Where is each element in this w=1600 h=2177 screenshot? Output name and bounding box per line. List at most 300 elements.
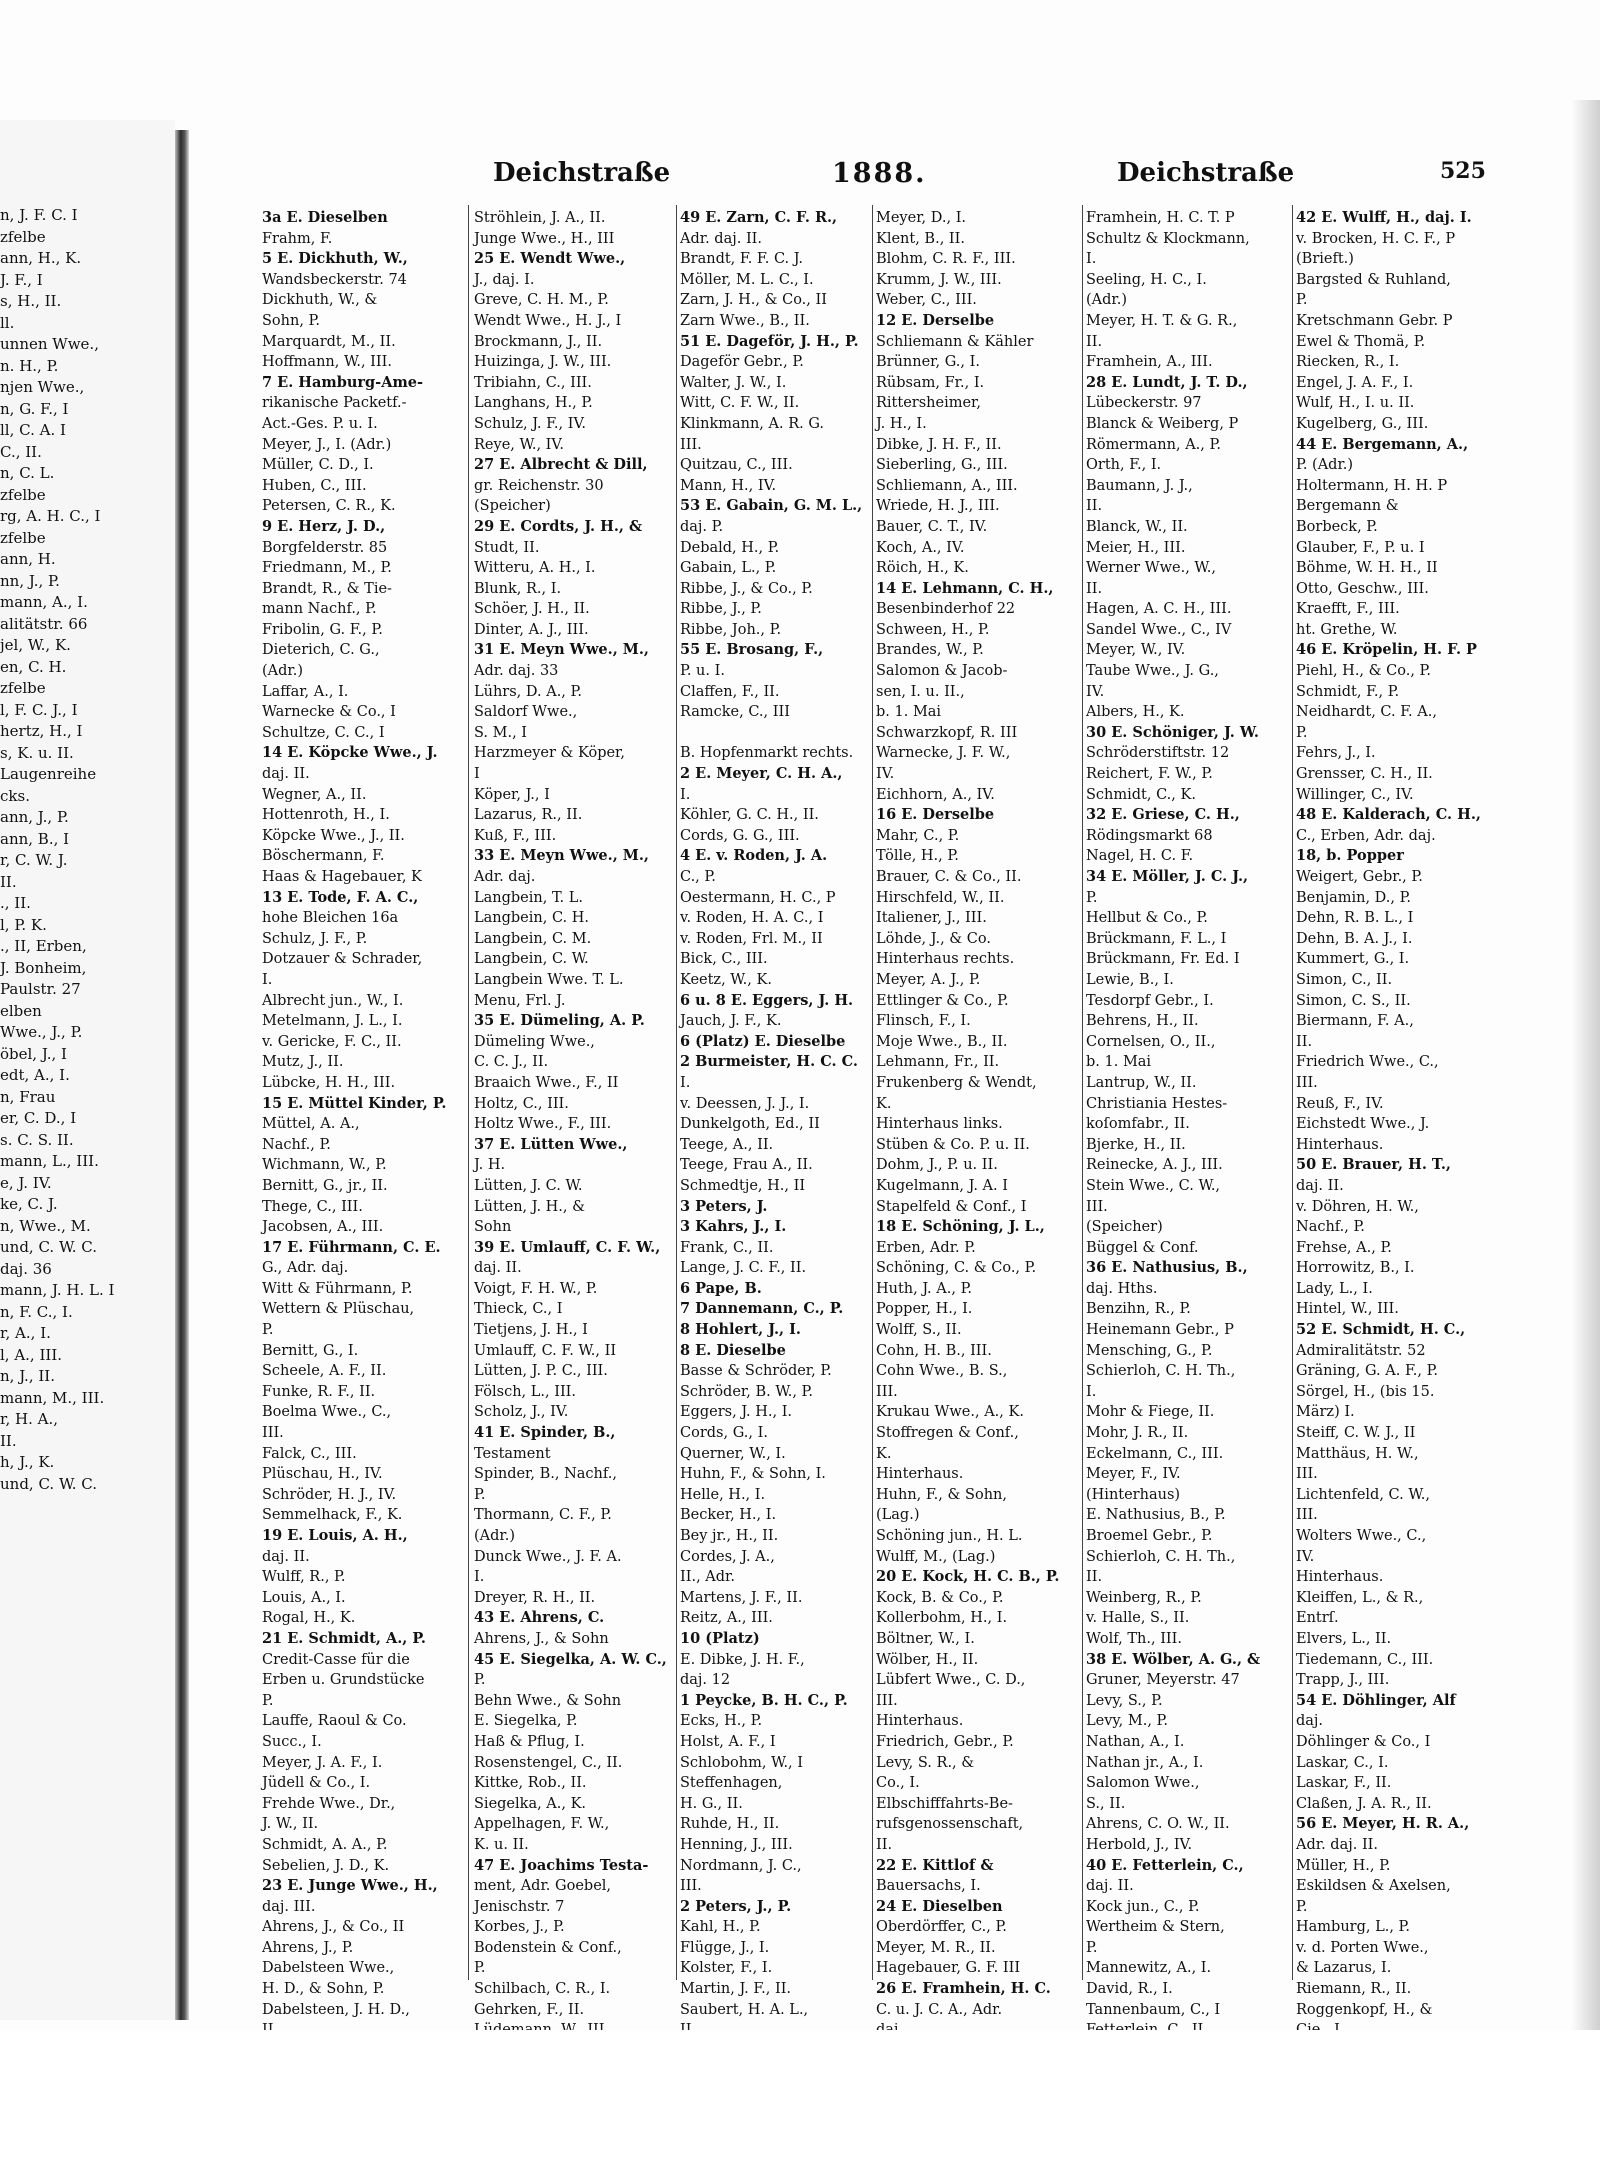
directory-entry: 7 Dannemann, C., P. xyxy=(680,1300,844,1318)
directory-entry: Dehn, B. A. J., I. xyxy=(1296,930,1413,947)
directory-entry: Horrowitz, B., I. xyxy=(1296,1260,1415,1277)
directory-entry: Hagebauer, G. F. III xyxy=(876,1960,1021,1977)
directory-entry: 8 Hohlert, J., I. xyxy=(680,1321,801,1339)
directory-entry: Schröderstiftstr. 12 xyxy=(1086,745,1230,762)
directory-entry: Zarn, J. H., & Co., II xyxy=(680,292,827,309)
directory-entry: Hellbut & Co., P. xyxy=(1086,910,1208,927)
directory-entry: Lehmann, Fr., II. xyxy=(876,1054,1000,1071)
directory-entry: Adr. daj. xyxy=(474,869,536,885)
directory-entry: Böltner, W., I. xyxy=(876,1630,975,1647)
directory-entry: I. xyxy=(262,971,273,988)
directory-entry: Langbein, C. W. xyxy=(474,951,589,968)
directory-entry: I xyxy=(474,766,480,783)
directory-entry: Seeling, H. C., I. xyxy=(1086,271,1207,288)
fragment-entry: n, G. F., I xyxy=(0,399,69,418)
directory-entry: 26 E. Framhein, H. C. xyxy=(876,1980,1051,1998)
directory-entry: Lührs, D. A., P. xyxy=(474,683,582,700)
directory-entry: Tietjens, J. H., I xyxy=(474,1322,588,1339)
directory-entry: II. xyxy=(1086,333,1103,350)
directory-entry: Kugelberg, G., III. xyxy=(1296,415,1429,432)
directory-entry: IV. xyxy=(876,766,895,783)
directory-entry: Grensser, C. H., II. xyxy=(1296,766,1433,783)
directory-entry: H. G., II. xyxy=(680,1795,743,1812)
directory-entry: 4 E. v. Roden, J. A. xyxy=(680,847,828,865)
directory-entry: Italiener, J., III. xyxy=(876,910,987,927)
directory-entry: Ahrens, J., P. xyxy=(262,1939,354,1956)
directory-entry: Rosenstengel, C., II. xyxy=(474,1754,623,1771)
directory-entry: Behn Wwe., & Sohn xyxy=(474,1692,622,1709)
column-rule xyxy=(676,205,677,1980)
directory-entry: Römermann, A., P. xyxy=(1086,436,1221,453)
directory-entry: Schween, H., P. xyxy=(876,621,990,638)
directory-entry: 8 E. Dieselbe xyxy=(680,1341,786,1359)
directory-entry: Schmidt, C., K. xyxy=(1086,786,1196,803)
directory-entry: Döhlinger & Co., I xyxy=(1296,1733,1431,1750)
directory-entry: Saldorf Wwe., xyxy=(474,704,578,721)
directory-entry: Witt & Führmann, P. xyxy=(262,1280,413,1297)
directory-entry: Brünner, G., I. xyxy=(876,354,980,371)
page-bottom-margin xyxy=(0,2030,1600,2177)
directory-entry: Erben u. Grundstücke xyxy=(262,1672,425,1689)
directory-entry: III. xyxy=(1296,1507,1318,1524)
directory-entry: (Speicher) xyxy=(1086,1219,1163,1236)
directory-entry: Koch, A., IV. xyxy=(876,539,965,556)
directory-entry: Dabelsteen, J. H. D., xyxy=(262,2001,410,2018)
directory-entry: Scholz, J., IV. xyxy=(474,1404,569,1421)
directory-entry: 41 E. Spinder, B., xyxy=(474,1424,616,1442)
directory-entry: Entrſ. xyxy=(1296,1610,1339,1627)
directory-column-6 xyxy=(1296,208,1496,2018)
column-rule xyxy=(1292,205,1293,1980)
directory-entry: Ramcke, C., III xyxy=(680,704,790,721)
directory-entry: Walter, J. W., I. xyxy=(680,374,787,391)
directory-entry: Holtz Wwe., F., III. xyxy=(474,1116,612,1133)
fragment-entry: ke, C. J. xyxy=(0,1195,58,1213)
directory-entry: Ruhde, H., II. xyxy=(680,1816,780,1833)
directory-entry: Basse & Schröder, P. xyxy=(680,1363,832,1380)
directory-entry: 37 E. Lütten Wwe., xyxy=(474,1135,628,1153)
directory-entry: Claffen, F., II. xyxy=(680,683,780,700)
fragment-entry: mann, M., III. xyxy=(0,1388,105,1407)
directory-entry: P. xyxy=(262,1692,274,1709)
directory-entry: Umlauff, C. F. W., II xyxy=(474,1342,617,1359)
directory-entry: Huizinga, J. W., III. xyxy=(474,354,612,371)
directory-entry: Wulff, M., (Lag.) xyxy=(876,1548,996,1565)
directory-entry: Werner Wwe., W., xyxy=(1086,560,1217,577)
directory-entry: Credit-Casse für die xyxy=(262,1651,410,1668)
directory-entry: 3a E. Dieselben xyxy=(262,209,388,226)
directory-entry: v. Roden, Frl. M., II xyxy=(680,930,823,947)
directory-entry: Querner, W., I. xyxy=(680,1445,786,1462)
directory-column-1 xyxy=(262,208,462,2018)
directory-entry: b. 1. Mai xyxy=(876,704,942,721)
fragment-entry: l, P. K. xyxy=(0,915,47,934)
directory-entry: Appelhagen, F. W., xyxy=(474,1816,610,1833)
fragment-entry: ann, J., P. xyxy=(0,808,69,826)
directory-entry: Wolters Wwe., C., xyxy=(1296,1528,1427,1544)
directory-entry: sen, I. u. II., xyxy=(876,683,965,700)
directory-entry: Kraefft, F., III. xyxy=(1296,601,1400,618)
directory-entry: Reye, W., IV. xyxy=(474,436,564,453)
directory-entry: P. xyxy=(1296,292,1308,309)
directory-entry: Teege, Frau A., II. xyxy=(680,1157,813,1174)
directory-entry: Köpcke Wwe., J., II. xyxy=(262,827,405,844)
directory-entry: Boelma Wwe., C., xyxy=(262,1404,392,1421)
directory-entry: Hinterhaus. xyxy=(1296,1569,1384,1586)
year-heading: 1888. xyxy=(832,158,927,189)
directory-entry: Reitz, A., III. xyxy=(680,1610,773,1627)
directory-entry: Oestermann, H. C., P xyxy=(680,889,836,906)
directory-entry: Zarn Wwe., B., II. xyxy=(680,312,810,329)
directory-entry: Tiedemann, C., III. xyxy=(1296,1651,1434,1668)
directory-entry: Stein Wwe., C. W., xyxy=(1086,1177,1221,1194)
fragment-entry: Laugenreihe xyxy=(0,765,97,783)
directory-entry: IV. xyxy=(1296,1548,1315,1565)
fragment-entry: cks. xyxy=(0,786,30,805)
fragment-entry: unnen Wwe., xyxy=(0,335,99,353)
directory-entry: Admiralitätstr. 52 xyxy=(1296,1342,1426,1359)
directory-entry: Ribbe, J., P. xyxy=(680,601,762,618)
directory-entry: III. xyxy=(1086,1198,1108,1215)
directory-entry: 16 E. Derselbe xyxy=(876,806,995,824)
directory-entry: Meyer, A. J., P. xyxy=(876,971,981,988)
directory-entry: Adr. daj. 33 xyxy=(474,663,559,680)
directory-entry: Mutz, J., II. xyxy=(262,1054,344,1071)
directory-entry: Bauer, C. T., IV. xyxy=(876,518,988,535)
directory-entry: Müller, H., P. xyxy=(1296,1857,1391,1874)
directory-entry: Blanck, W., II. xyxy=(1086,518,1188,535)
directory-entry: Falck, C., III. xyxy=(262,1445,357,1462)
fragment-entry: s. C. S. II. xyxy=(0,1130,74,1149)
directory-entry: (Hinterhaus) xyxy=(1086,1486,1181,1503)
directory-entry: Cornelsen, O., II., xyxy=(1086,1033,1216,1050)
directory-entry: Henning, J., III. xyxy=(680,1836,793,1853)
directory-entry: Stüben & Co. P. u. II. xyxy=(876,1136,1030,1153)
directory-entry: Böschermann, F. xyxy=(262,848,385,865)
directory-entry: Benjamin, D., P. xyxy=(1296,889,1412,906)
directory-entry: Cords, G., I. xyxy=(680,1425,768,1442)
directory-entry: (Adr.) xyxy=(474,1528,516,1544)
directory-entry: Blunk, R., I. xyxy=(474,580,562,597)
directory-entry: gr. Reichenstr. 30 xyxy=(474,477,604,494)
directory-entry: Act.-Ges. P. u. I. xyxy=(262,415,378,432)
directory-entry: K. u. II. xyxy=(474,1836,529,1853)
directory-entry: P. xyxy=(474,1672,486,1689)
directory-entry: II. xyxy=(1086,1569,1103,1586)
directory-entry: Thieck, C., I xyxy=(474,1301,563,1318)
directory-entry: Cordes, J. A., xyxy=(680,1548,775,1565)
directory-entry: Bargsted & Ruhland, xyxy=(1296,271,1451,288)
directory-entry: Brückmann, Fr. Ed. I xyxy=(1086,951,1240,968)
directory-entry: Saubert, H. A. L., xyxy=(680,2001,809,2018)
directory-entry: Bjerke, H., II. xyxy=(1086,1136,1186,1153)
directory-entry: Reuß, F., IV. xyxy=(1296,1095,1384,1112)
directory-entry: Co., I. xyxy=(876,1775,920,1792)
directory-entry: Thege, C., III. xyxy=(262,1198,363,1215)
directory-entry: Biermann, F. A., xyxy=(1296,1013,1414,1030)
directory-entry: Ettlinger & Co., P. xyxy=(876,992,1009,1009)
directory-entry: Spinder, B., Nachf., xyxy=(474,1466,617,1483)
fragment-entry: alitätstr. 66 xyxy=(0,614,88,633)
directory-entry: v. Deessen, J. J., I. xyxy=(680,1095,810,1112)
directory-entry: Sohn xyxy=(474,1219,512,1236)
directory-entry: Wulff, R., P. xyxy=(262,1569,346,1586)
directory-entry: Laskar, F., II. xyxy=(1296,1775,1392,1792)
directory-entry: Levy, S., P. xyxy=(1086,1692,1163,1709)
directory-entry: Meyer, M. R., II. xyxy=(876,1939,996,1956)
directory-entry: P. xyxy=(1296,724,1308,741)
directory-entry: Christiania Hestes- xyxy=(1086,1095,1228,1112)
directory-entry: Steiff, C. W. J., II xyxy=(1296,1425,1416,1442)
directory-entry: C. C. J., II. xyxy=(474,1054,549,1071)
directory-entry: Nagel, H. C. F. xyxy=(1086,848,1194,865)
directory-entry: K. xyxy=(876,1095,892,1112)
directory-entry: Langbein Wwe. T. L. xyxy=(474,971,624,988)
directory-entry: G., Adr. daj. xyxy=(262,1260,349,1277)
directory-entry: Meyer, F., IV. xyxy=(1086,1466,1181,1483)
directory-entry: Thormann, C. F., P. xyxy=(474,1507,612,1524)
directory-entry: C. u. J. C. A., Adr. xyxy=(876,2001,1003,2018)
directory-entry: 27 E. Albrecht & Dill, xyxy=(474,456,648,474)
directory-column-5 xyxy=(1086,208,1286,2018)
directory-entry: Jacobsen, A., III. xyxy=(262,1219,384,1236)
directory-entry: 47 E. Joachims Testa- xyxy=(474,1856,649,1874)
directory-entry: Glauber, F., P. u. I xyxy=(1296,539,1425,556)
directory-entry: Dickhuth, W., & xyxy=(262,292,378,309)
fragment-entry: Paulstr. 27 xyxy=(0,980,81,998)
directory-entry: Steffenhagen, xyxy=(680,1775,783,1792)
directory-entry: Wendt Wwe., H. J., I xyxy=(474,312,622,329)
directory-entry: Framhein, H. C. T. P xyxy=(1086,210,1235,226)
directory-entry: Quitzau, C., III. xyxy=(680,457,793,474)
directory-entry: 40 E. Fetterlein, C., xyxy=(1086,1856,1244,1874)
directory-entry: Wulf, H., I. u. II. xyxy=(1296,395,1415,412)
fragment-entry: J. Bonheim, xyxy=(0,958,87,977)
fragment-entry: n, J. F. C. I xyxy=(0,206,78,224)
directory-entry: Adr. daj. II. xyxy=(680,230,763,247)
fragment-entry: hertz, H., I xyxy=(0,722,83,740)
directory-entry: Friedrich, Gebr., P. xyxy=(876,1733,1014,1750)
directory-entry: Scheele, A. F., II. xyxy=(262,1363,387,1380)
directory-entry: Ecks, H., P. xyxy=(680,1713,763,1730)
directory-entry: v. Halle, S., II. xyxy=(1086,1610,1190,1627)
directory-entry: 50 E. Brauer, H. T., xyxy=(1296,1156,1451,1174)
directory-entry: Stapelfeld & Conf., I xyxy=(876,1198,1027,1215)
directory-entry: Nathan jr., A., I. xyxy=(1086,1754,1204,1771)
directory-entry: 2 E. Meyer, C. H. A., xyxy=(680,765,843,783)
directory-entry: Schmidt, A. A., P. xyxy=(262,1836,388,1853)
directory-entry: 43 E. Ahrens, C. xyxy=(474,1609,605,1627)
directory-entry: Mannewitz, A., I. xyxy=(1086,1960,1212,1977)
directory-entry: 48 E. Kalderach, C. H., xyxy=(1296,806,1481,824)
fragment-entry: edt, A., I. xyxy=(0,1066,70,1084)
directory-entry: Tölle, H., P. xyxy=(876,848,959,865)
directory-entry: b. 1. Mai xyxy=(1086,1054,1152,1071)
directory-entry: März) I. xyxy=(1296,1404,1355,1421)
directory-entry: 49 E. Zarn, C. F. R., xyxy=(680,209,838,226)
fragment-entry: ., II, Erben, xyxy=(0,937,87,955)
directory-entry: Wertheim & Stern, xyxy=(1086,1919,1225,1936)
fragment-entry: daj. 36 xyxy=(0,1259,52,1278)
fragment-entry: s, H., II. xyxy=(0,292,62,310)
directory-entry: Salomon Wwe., xyxy=(1086,1775,1200,1792)
directory-entry: Kuß, F., III. xyxy=(474,827,557,844)
directory-entry: S., II. xyxy=(1086,1795,1126,1812)
directory-entry: 28 E. Lundt, J. T. D., xyxy=(1086,373,1248,391)
directory-entry: Rübsam, Fr., I. xyxy=(876,374,985,391)
fragment-entry: II. xyxy=(0,1431,17,1450)
directory-entry: Schliemann, A., III. xyxy=(876,477,1018,494)
directory-entry: 29 E. Cordts, J. H., & xyxy=(474,517,643,535)
directory-entry: Albrecht jun., W., I. xyxy=(262,992,404,1009)
directory-entry: 24 E. Dieselben xyxy=(876,1897,1003,1915)
directory-entry: Dreyer, R. H., II. xyxy=(474,1589,596,1606)
directory-entry: Louis, A., I. xyxy=(262,1589,346,1606)
directory-entry: Nordmann, J. C., xyxy=(680,1857,802,1874)
directory-entry: Hinterhaus. xyxy=(1296,1136,1384,1153)
directory-entry: 3 Kahrs, J., I. xyxy=(680,1218,787,1236)
directory-entry: Reichert, F. W., P. xyxy=(1086,766,1213,783)
directory-entry: Kretschmann Gebr. P xyxy=(1296,312,1453,329)
directory-entry: Elbschifffahrts-Be- xyxy=(876,1795,1013,1812)
directory-entry: Braaich Wwe., F., II xyxy=(474,1074,619,1091)
directory-entry: Ewel & Thomä, P. xyxy=(1296,333,1426,350)
fragment-entry: n, Wwe., M. xyxy=(0,1216,91,1235)
directory-entry: Jüdell & Co., I. xyxy=(262,1775,371,1792)
directory-entry: 13 E. Tode, F. A. C., xyxy=(262,888,419,906)
directory-entry: 22 E. Kittlof & xyxy=(876,1856,994,1874)
directory-entry: Brandt, R., & Tie- xyxy=(262,580,392,597)
directory-entry: Hoffmann, W., III. xyxy=(262,354,392,371)
directory-column-3 xyxy=(680,208,875,2018)
directory-entry: Succ., I. xyxy=(262,1733,322,1750)
directory-entry: Kollerbohm, H., I. xyxy=(876,1610,1008,1627)
directory-entry: P. xyxy=(262,1322,274,1339)
directory-entry: Baumann, J. J., xyxy=(1086,477,1193,494)
directory-entry: P. xyxy=(474,1960,486,1977)
fragment-entry: J. F., I xyxy=(0,270,43,289)
directory-entry: 38 E. Wölber, A. G., & xyxy=(1086,1650,1261,1668)
directory-entry: Tannenbaum, C., I xyxy=(1086,2001,1221,2018)
directory-entry: Wichmann, W., P. xyxy=(262,1157,387,1174)
directory-entry: Laskar, C., I. xyxy=(1296,1754,1389,1771)
fragment-entry: e, J. IV. xyxy=(0,1173,52,1192)
directory-entry: Dabelsteen Wwe., xyxy=(262,1960,395,1977)
fragment-entry: nn, J., P. xyxy=(0,571,60,590)
directory-entry: 33 E. Meyn Wwe., M., xyxy=(474,847,649,865)
directory-entry: Wolf, Th., III. xyxy=(1086,1630,1182,1647)
directory-entry: Mahr, C., P. xyxy=(876,827,960,844)
directory-entry: Sörgel, H., (bis 15. xyxy=(1296,1383,1435,1400)
directory-entry: Meier, H., III. xyxy=(1086,539,1186,556)
directory-entry: rufsgenossenschaft, xyxy=(876,1816,1024,1833)
directory-entry: Langhans, H., P. xyxy=(474,395,593,412)
fragment-entry: er, C. D., I xyxy=(0,1109,77,1127)
directory-entry: Krukau Wwe., A., K. xyxy=(876,1404,1024,1421)
directory-entry: 39 E. Umlauff, C. F. W., xyxy=(474,1238,661,1256)
directory-entry: Engel, J. A. F., I. xyxy=(1296,374,1414,391)
directory-entry: Frukenberg & Wendt, xyxy=(876,1074,1037,1091)
directory-entry: Simon, C., II. xyxy=(1296,971,1393,988)
fragment-entry: und, C. W. C. xyxy=(0,1474,97,1493)
directory-entry: Frehse, A., P. xyxy=(1296,1239,1392,1256)
page-edge-shadow xyxy=(1570,100,1600,2040)
directory-entry: Menu, Frl. J. xyxy=(474,992,566,1009)
page-number: 525 xyxy=(1440,158,1486,184)
directory-entry: Müller, C. D., I. xyxy=(262,457,374,474)
directory-entry: rikanische Packetf.- xyxy=(262,395,407,412)
directory-entry: (Adr.) xyxy=(262,663,304,680)
directory-entry: Huth, J. A., P. xyxy=(876,1280,972,1297)
directory-entry: Brauer, C. & Co., II. xyxy=(876,869,1022,885)
directory-entry: 15 E. Müttel Kinder, P. xyxy=(262,1094,447,1112)
directory-entry: Heinemann Gebr., P xyxy=(1086,1322,1234,1339)
directory-entry: daj. Hths. xyxy=(1086,1280,1158,1297)
directory-entry: P. (Adr.) xyxy=(1296,457,1354,474)
directory-entry: 10 (Platz) xyxy=(680,1629,760,1647)
directory-entry: II. xyxy=(1086,580,1103,597)
directory-entry: Helle, H., I. xyxy=(680,1486,766,1503)
directory-entry: Riemann, R., II. xyxy=(1296,1981,1412,1998)
directory-entry: Fehrs, J., I. xyxy=(1296,745,1376,762)
directory-entry: Lübcke, H. H., III. xyxy=(262,1074,396,1091)
directory-entry: Marquardt, M., II. xyxy=(262,333,396,350)
directory-entry: Holtz, C., III. xyxy=(474,1095,569,1112)
directory-entry: Gabain, L., P. xyxy=(680,560,777,577)
directory-entry: hohe Bleichen 16a xyxy=(262,910,399,927)
directory-entry: Fölsch, L., III. xyxy=(474,1383,577,1400)
directory-entry: Böhme, W. H. H., II xyxy=(1296,560,1438,577)
directory-entry: 19 E. Louis, A. H., xyxy=(262,1527,408,1544)
directory-entry: 3 Peters, J. xyxy=(680,1197,768,1215)
street-heading-left: Deichstraße xyxy=(493,158,671,188)
directory-entry: IV. xyxy=(1086,683,1105,700)
directory-entry: Cords, G. G., III. xyxy=(680,827,800,844)
directory-entry: daj. 12 xyxy=(680,1672,731,1689)
directory-entry: Kock, B. & Co., P. xyxy=(876,1589,1004,1606)
directory-entry: Trapp, J., III. xyxy=(1296,1672,1390,1689)
directory-entry: Lütten, J. P. C., III. xyxy=(474,1363,608,1380)
directory-entry: Benzihn, R., P. xyxy=(1086,1301,1191,1318)
directory-entry: Teege, A., II. xyxy=(680,1136,774,1153)
directory-entry: daj. P. xyxy=(680,518,724,535)
directory-entry: Matthäus, H. W., xyxy=(1296,1445,1419,1462)
directory-entry: II. xyxy=(1296,1033,1313,1050)
directory-entry: B. Hopfenmarkt rechts. xyxy=(680,745,854,762)
directory-entry: Greve, C. H. M., P. xyxy=(474,292,609,309)
directory-entry: Voigt, F. H. W., P. xyxy=(474,1280,598,1297)
directory-entry: mann Nachf., P. xyxy=(262,601,377,618)
directory-entry: Cohn, H. B., III. xyxy=(876,1342,992,1359)
directory-entry: Brandt, F. F. C. J. xyxy=(680,251,804,268)
directory-entry: 52 E. Schmidt, H. C., xyxy=(1296,1321,1466,1339)
directory-entry: Lange, J. C. F., II. xyxy=(680,1260,807,1277)
book-spine xyxy=(175,130,189,2020)
column-rule xyxy=(872,205,873,1980)
directory-entry: P. xyxy=(1086,1939,1098,1956)
fragment-entry: ann, B., I xyxy=(0,829,70,848)
directory-entry: Köhler, G. C. H., II. xyxy=(680,807,819,824)
directory-entry: Wettern & Plüschau, xyxy=(262,1301,415,1318)
directory-entry: Langbein, T. L. xyxy=(474,889,583,906)
directory-entry: Mohr & Fiege, II. xyxy=(1086,1404,1215,1421)
directory-entry: v. Gericke, F. C., II. xyxy=(262,1033,402,1050)
directory-entry: (Lag.) xyxy=(876,1507,920,1524)
fragment-entry: r, C. W. J. xyxy=(0,851,68,869)
directory-column-2 xyxy=(474,208,672,2018)
directory-column-4 xyxy=(876,208,1076,2018)
fragment-entry: n, J., II. xyxy=(0,1367,55,1385)
